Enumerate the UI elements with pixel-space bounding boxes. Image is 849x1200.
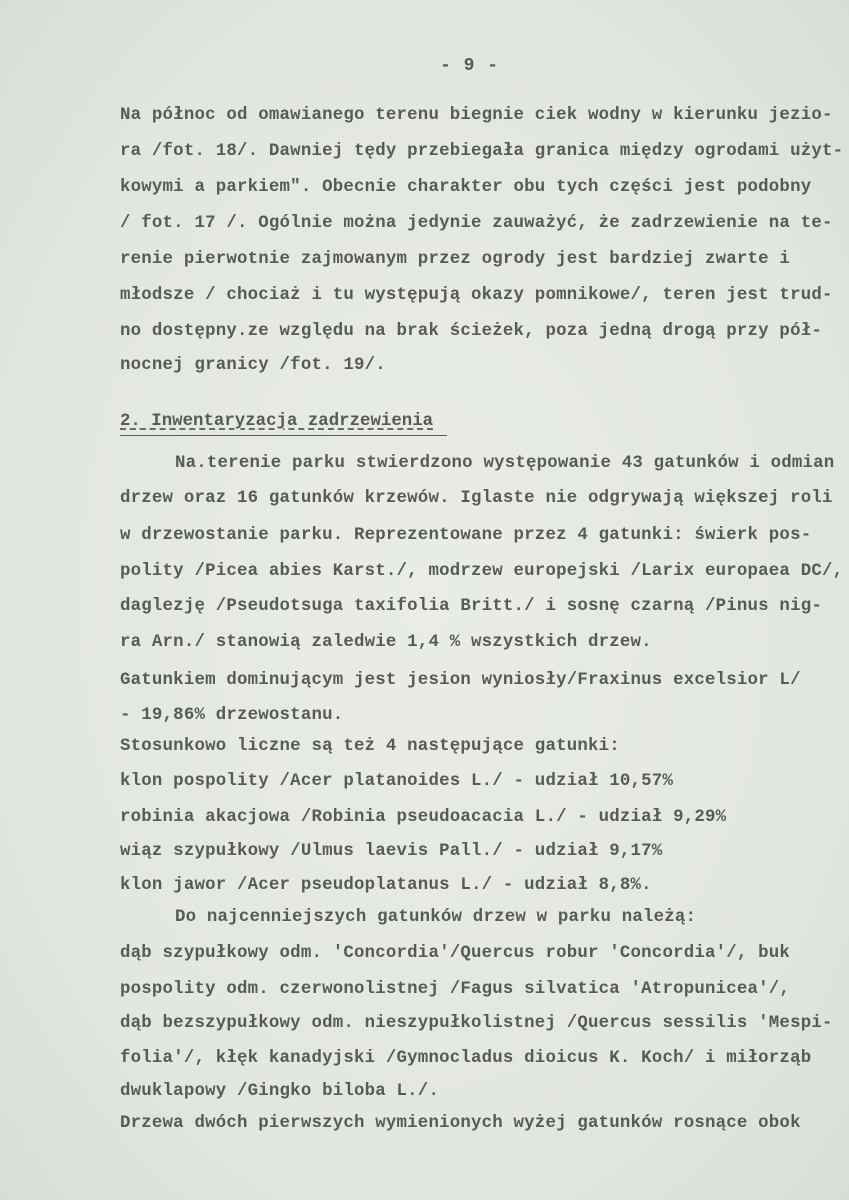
- text-line: drzew oraz 16 gatunków krzewów. Iglaste nie odgrywają większej roli: [120, 489, 833, 508]
- text-line: - 19,86% drzewostanu.: [120, 706, 344, 725]
- text-line: Drzewa dwóch pierwszych wymienionych wyżej gatunków rosnące obok: [120, 1114, 801, 1133]
- text-line: Na północ od omawianego terenu biegnie ciek wodny w kierunku jezio-: [120, 106, 833, 125]
- text-line: / fot. 17 /. Ogólnie można jedynie zauważyć, że zadrzewienie na te-: [120, 214, 833, 233]
- text-line: w drzewostanie parku. Reprezentowane przez 4 gatunki: świerk pos-: [120, 526, 812, 545]
- text-line: Stosunkowo liczne są też 4 następujące gatunki:: [120, 737, 620, 756]
- text-line: renie pierwotnie zajmowanym przez ogrody jest bardziej zwarte i: [120, 250, 791, 269]
- text-line: wiąz szypułkowy /Ulmus laevis Pall./ - udział 9,17%: [120, 842, 663, 861]
- text-line: Gatunkiem dominującym jest jesion wyniosły/Fraxinus excelsior L/: [120, 671, 801, 690]
- text-line: klon jawor /Acer pseudoplatanus L./ - udział 8,8%.: [120, 876, 652, 895]
- text-line: klon pospolity /Acer platanoides L./ - udział 10,57%: [120, 772, 674, 791]
- text-line: dwuklapowy /Gingko biloba L./.: [120, 1082, 440, 1101]
- text-line: pospolity odm. czerwonolistnej /Fagus silvatica 'Atropunicea'/,: [120, 980, 791, 999]
- text-line: ra Arn./ stanowią zaledwie 1,4 % wszystkich drzew.: [120, 633, 652, 652]
- section-heading: 2. Inwentaryzacja zadrzewienia: [120, 412, 434, 431]
- text-line: młodsze / chociaż i tu występują okazy pomnikowe/, teren jest trud-: [120, 286, 833, 305]
- text-line: Do najcenniejszych gatunków drzew w parku należą:: [175, 908, 697, 927]
- text-line: Na.terenie parku stwierdzono występowanie 43 gatunków i odmian: [175, 454, 835, 473]
- text-line: no dostępny.ze względu na brak ścieżek, poza jedną drogą przy pół-: [120, 322, 822, 341]
- page-number: - 9 -: [440, 56, 500, 76]
- text-line: polity /Picea abies Karst./, modrzew europejski /Larix europaea DC/,: [120, 562, 844, 581]
- text-line: dąb bezszypułkowy odm. nieszypułkolistnej /Quercus sessilis 'Mespi-: [120, 1014, 833, 1033]
- text-line: nocnej granicy /fot. 19/.: [120, 356, 386, 375]
- text-line: dąb szypułkowy odm. 'Concordia'/Quercus robur 'Concordia'/, buk: [120, 944, 791, 963]
- text-line: kowymi a parkiem". Obecnie charakter obu tych części jest podobny: [120, 178, 812, 197]
- text-line: daglezję /Pseudotsuga taxifolia Britt./ i sosnę czarną /Pinus nig-: [120, 597, 822, 616]
- text-line: folia'/, kłęk kanadyjski /Gymnocladus dioicus K. Koch/ i miłorząb: [120, 1049, 812, 1068]
- text-line: ra /fot. 18/. Dawniej tędy przebiegała granica między ogrodami użyt-: [120, 142, 844, 161]
- text-line: robinia akacjowa /Robinia pseudoacacia L./ - udział 9,29%: [120, 808, 727, 827]
